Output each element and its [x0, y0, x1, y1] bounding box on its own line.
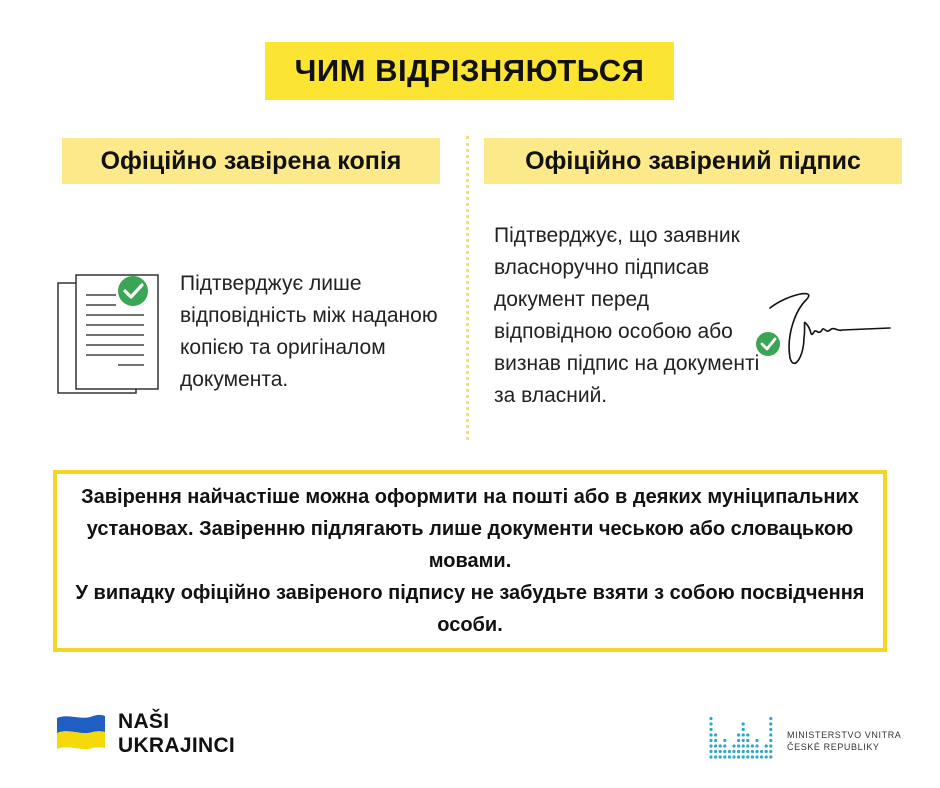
ministry-logo-dot — [746, 733, 749, 736]
notice-line-1: Завірення найчастіше можна оформити на пошті або в деяких муніципальних установах. Завіренню підлягають лише документи чеською або словацькою мовами. — [81, 486, 859, 572]
ministry-logo-dot — [709, 755, 712, 758]
ministry-logo-dot — [732, 750, 735, 753]
ministry-logo-dot — [755, 750, 758, 753]
page-title: ЧИМ ВІДРІЗНЯЮТЬСЯ — [265, 42, 674, 100]
ministry-logo-dot — [709, 733, 712, 736]
ministry-logo-dot — [755, 739, 758, 742]
ministry-logo-dot — [723, 744, 726, 747]
ministry-logo-dot — [723, 755, 726, 758]
ministry-line-1: MINISTERSTVO VNITRA — [787, 730, 902, 740]
ministry-line-2: ČESKÉ REPUBLIKY — [787, 742, 880, 752]
ministry-logo-dot — [746, 755, 749, 758]
ministry-logo — [708, 711, 776, 761]
documents-check-icon — [56, 273, 164, 399]
right-description: Підтверджує, що заявник власноручно підписав документ перед відповідною особою або визнав підпис на документі за власний. — [494, 224, 760, 407]
ministry-logo-dot — [714, 755, 717, 758]
ministry-logo-dot — [709, 722, 712, 725]
ministry-logo-dot — [709, 744, 712, 747]
ministry-logo-dot — [769, 717, 772, 720]
ministry-logo-dot — [751, 750, 754, 753]
ministry-logo-dot — [737, 750, 740, 753]
ministry-logo-dot — [742, 722, 745, 725]
ministry-logo-dot — [742, 733, 745, 736]
ministry-logo-dot — [769, 750, 772, 753]
ministry-logo-dot — [723, 750, 726, 753]
ministry-logo-dot — [755, 755, 758, 758]
ministry-logo-dot — [746, 744, 749, 747]
ministry-logo-dot — [760, 755, 763, 758]
ministry-logo-dot — [760, 750, 763, 753]
ukraine-flag-logo — [55, 712, 107, 756]
ministry-logo-dot — [742, 755, 745, 758]
ministry-logo-dot — [765, 744, 768, 747]
ministry-logo-dot — [714, 744, 717, 747]
ministry-logo-dot — [765, 750, 768, 753]
ministry-logo-dot — [732, 755, 735, 758]
ministry-logo-dot — [737, 744, 740, 747]
brand-line-1: NAŠI — [118, 710, 170, 733]
signature-check-icon — [750, 286, 895, 382]
ministry-logo-dot — [769, 722, 772, 725]
right-heading: Офіційно завірений підпис — [484, 138, 902, 184]
ministry-logo-dot — [719, 755, 722, 758]
ministry-logo-dot — [737, 733, 740, 736]
notice-text — [75, 481, 865, 641]
brand-line-2: UKRAJINCI — [118, 734, 236, 757]
ministry-logo-dot — [737, 755, 740, 758]
ministry-logo-dot — [769, 744, 772, 747]
left-heading: Офіційно завірена копія — [62, 138, 440, 184]
ministry-logo-dot — [755, 744, 758, 747]
ministry-logo-dot — [709, 739, 712, 742]
ministry-logo-dot — [709, 728, 712, 731]
ministry-logo-dot — [732, 744, 735, 747]
ministry-logo-dot — [709, 750, 712, 753]
left-description: Підтверджує лише відповідність між наданою копією та оригіналом документа. — [180, 272, 438, 391]
ministry-name — [787, 729, 901, 753]
ministry-logo-dot — [742, 750, 745, 753]
ministry-logo-dot — [742, 744, 745, 747]
ministry-logo-dot — [769, 733, 772, 736]
ministry-logo-dot — [709, 717, 712, 720]
ministry-logo-dot — [728, 750, 731, 753]
ministry-logo-dot — [714, 750, 717, 753]
ministry-logo-dot — [751, 744, 754, 747]
ministry-logo-dot — [742, 739, 745, 742]
brand-name — [118, 710, 235, 758]
ministry-logo-dot — [719, 750, 722, 753]
column-divider — [466, 136, 469, 440]
ministry-logo-dot — [769, 728, 772, 731]
notice-line-2: У випадку офіційно завіреного підпису не забудьте взяти з собою посвідчення особи. — [75, 582, 865, 636]
ministry-logo-dot — [769, 755, 772, 758]
ministry-logo-dot — [737, 739, 740, 742]
ministry-logo-dot — [746, 750, 749, 753]
ministry-logo-dot — [765, 755, 768, 758]
notice-box — [53, 470, 887, 652]
ministry-logo-dot — [751, 755, 754, 758]
ministry-logo-dot — [742, 728, 745, 731]
ministry-logo-dot — [714, 733, 717, 736]
ministry-logo-dot — [746, 739, 749, 742]
ministry-logo-dot — [719, 744, 722, 747]
ministry-logo-dot — [723, 739, 726, 742]
ministry-logo-dot — [769, 739, 772, 742]
ministry-logo-dot — [728, 755, 731, 758]
ministry-logo-dot — [714, 739, 717, 742]
